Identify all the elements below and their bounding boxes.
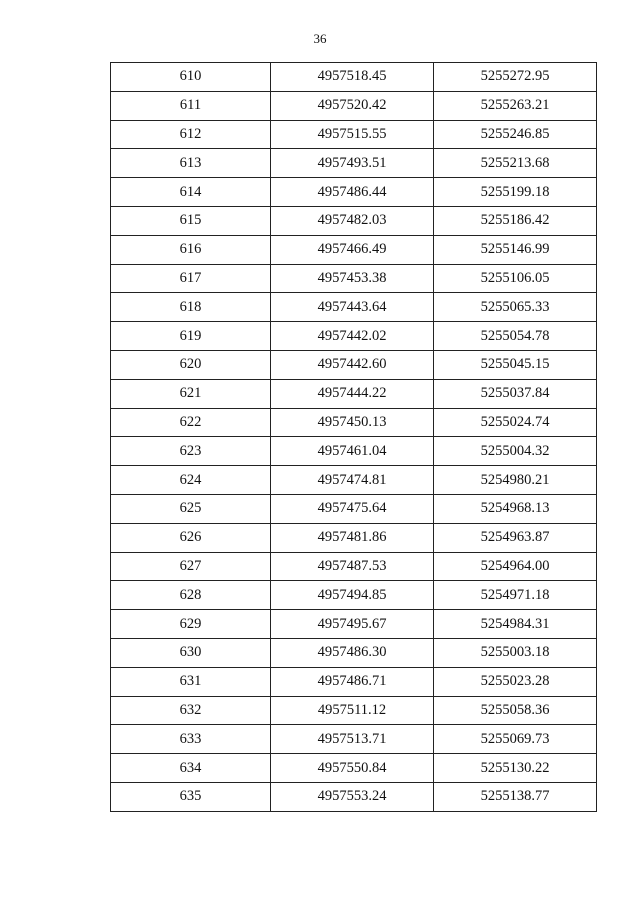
table-row [111, 466, 597, 495]
y-coordinate-cell: 5255023.28 [434, 667, 597, 696]
page-number: 36 [313, 31, 327, 46]
x-coordinate-cell: 4957553.24 [271, 782, 434, 811]
y-coordinate-cell: 5255003.18 [434, 638, 597, 667]
x-coordinate-cell: 4957481.86 [271, 523, 434, 552]
x-coordinate-cell: 4957442.02 [271, 322, 434, 351]
table-row [111, 782, 597, 811]
point-number-cell: 632 [111, 696, 271, 725]
point-number-cell: 619 [111, 322, 271, 351]
y-coordinate-cell: 5255045.15 [434, 350, 597, 379]
x-coordinate-cell: 4957520.42 [271, 91, 434, 120]
x-coordinate-cell: 4957550.84 [271, 754, 434, 783]
x-coordinate-cell: 4957511.12 [271, 696, 434, 725]
y-coordinate-cell: 5254968.13 [434, 494, 597, 523]
x-coordinate-cell: 4957443.64 [271, 293, 434, 322]
x-coordinate-cell: 4957466.49 [271, 235, 434, 264]
x-coordinate-cell: 4957444.22 [271, 379, 434, 408]
table-row [111, 264, 597, 293]
x-coordinate-cell: 4957450.13 [271, 408, 434, 437]
point-number-cell: 635 [111, 782, 271, 811]
table-row [111, 610, 597, 639]
table-row [111, 322, 597, 351]
point-number-cell: 629 [111, 610, 271, 639]
x-coordinate-cell: 4957442.60 [271, 350, 434, 379]
table-row [111, 581, 597, 610]
x-coordinate-cell: 4957495.67 [271, 610, 434, 639]
y-coordinate-cell: 5255069.73 [434, 725, 597, 754]
table-row [111, 754, 597, 783]
y-coordinate-cell: 5255263.21 [434, 91, 597, 120]
table-row [111, 494, 597, 523]
table-row [111, 552, 597, 581]
x-coordinate-cell: 4957486.44 [271, 178, 434, 207]
x-coordinate-cell: 4957486.71 [271, 667, 434, 696]
y-coordinate-cell: 5255186.42 [434, 206, 597, 235]
point-number-cell: 624 [111, 466, 271, 495]
y-coordinate-cell: 5255213.68 [434, 149, 597, 178]
point-number-cell: 626 [111, 523, 271, 552]
y-coordinate-cell: 5255065.33 [434, 293, 597, 322]
y-coordinate-cell: 5255246.85 [434, 120, 597, 149]
y-coordinate-cell: 5255199.18 [434, 178, 597, 207]
y-coordinate-cell: 5255106.05 [434, 264, 597, 293]
x-coordinate-cell: 4957518.45 [271, 63, 434, 92]
point-number-cell: 610 [111, 63, 271, 92]
point-number-cell: 618 [111, 293, 271, 322]
table-row [111, 350, 597, 379]
x-coordinate-cell: 4957474.81 [271, 466, 434, 495]
x-coordinate-cell: 4957513.71 [271, 725, 434, 754]
point-number-cell: 620 [111, 350, 271, 379]
x-coordinate-cell: 4957475.64 [271, 494, 434, 523]
coordinates-table-body [111, 63, 597, 812]
table-row [111, 91, 597, 120]
table-row [111, 667, 597, 696]
point-number-cell: 613 [111, 149, 271, 178]
table-row [111, 206, 597, 235]
x-coordinate-cell: 4957487.53 [271, 552, 434, 581]
table-row [111, 638, 597, 667]
y-coordinate-cell: 5255054.78 [434, 322, 597, 351]
point-number-cell: 621 [111, 379, 271, 408]
table-row [111, 120, 597, 149]
table-row [111, 696, 597, 725]
y-coordinate-cell: 5254964.00 [434, 552, 597, 581]
y-coordinate-cell: 5255058.36 [434, 696, 597, 725]
y-coordinate-cell: 5255272.95 [434, 63, 597, 92]
x-coordinate-cell: 4957486.30 [271, 638, 434, 667]
table-row [111, 235, 597, 264]
y-coordinate-cell: 5255024.74 [434, 408, 597, 437]
y-coordinate-cell: 5255146.99 [434, 235, 597, 264]
point-number-cell: 612 [111, 120, 271, 149]
table-row [111, 408, 597, 437]
x-coordinate-cell: 4957482.03 [271, 206, 434, 235]
point-number-cell: 630 [111, 638, 271, 667]
point-number-cell: 628 [111, 581, 271, 610]
point-number-cell: 617 [111, 264, 271, 293]
point-number-cell: 633 [111, 725, 271, 754]
coordinates-table [110, 62, 597, 812]
point-number-cell: 614 [111, 178, 271, 207]
table-row [111, 63, 597, 92]
y-coordinate-cell: 5255138.77 [434, 782, 597, 811]
x-coordinate-cell: 4957461.04 [271, 437, 434, 466]
x-coordinate-cell: 4957515.55 [271, 120, 434, 149]
table-row [111, 178, 597, 207]
x-coordinate-cell: 4957493.51 [271, 149, 434, 178]
y-coordinate-cell: 5255037.84 [434, 379, 597, 408]
point-number-cell: 611 [111, 91, 271, 120]
x-coordinate-cell: 4957453.38 [271, 264, 434, 293]
table-row [111, 149, 597, 178]
point-number-cell: 631 [111, 667, 271, 696]
y-coordinate-cell: 5254963.87 [434, 523, 597, 552]
point-number-cell: 623 [111, 437, 271, 466]
y-coordinate-cell: 5255004.32 [434, 437, 597, 466]
point-number-cell: 634 [111, 754, 271, 783]
table-row [111, 293, 597, 322]
table-row [111, 437, 597, 466]
y-coordinate-cell: 5254984.31 [434, 610, 597, 639]
point-number-cell: 622 [111, 408, 271, 437]
y-coordinate-cell: 5254971.18 [434, 581, 597, 610]
point-number-cell: 615 [111, 206, 271, 235]
point-number-cell: 625 [111, 494, 271, 523]
table-row [111, 725, 597, 754]
table-row [111, 523, 597, 552]
y-coordinate-cell: 5254980.21 [434, 466, 597, 495]
y-coordinate-cell: 5255130.22 [434, 754, 597, 783]
point-number-cell: 616 [111, 235, 271, 264]
table-row [111, 379, 597, 408]
point-number-cell: 627 [111, 552, 271, 581]
x-coordinate-cell: 4957494.85 [271, 581, 434, 610]
